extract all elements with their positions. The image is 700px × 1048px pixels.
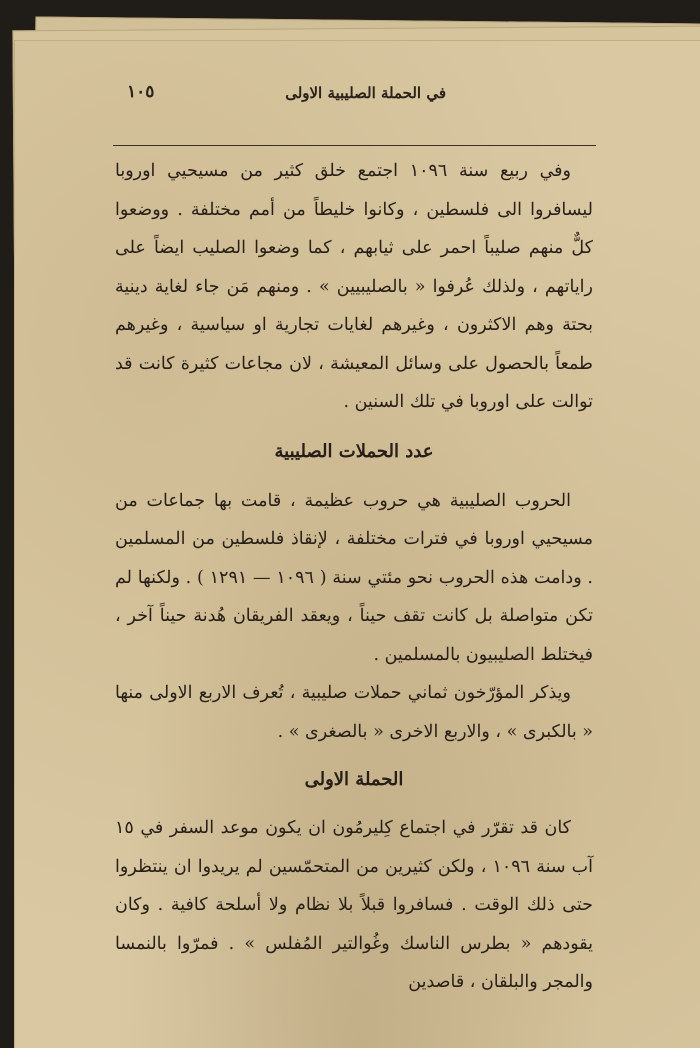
- page-number: ١٠٥: [127, 82, 155, 102]
- header-rule: [113, 145, 596, 146]
- running-title: في الحملة الصليبية الاولى: [285, 84, 446, 102]
- paragraph: كان قد تقرّر في اجتماع كِليرمُون ان يكون موعد السفر في ١٥ آب سنة ١٠٩٦ ، ولكن كثيرين من المتحمّسين لم يريدوا ان ينتظروا حتى ذلك الوقت . فسافروا قبلاً بلا نظام ولا أسلحة كافية . وكان يقودهم « بطرس الناسك وغُوالتير المُفلس » . فمرّوا بالنمسا والمجر والبلقان ، قاصدين: [115, 818, 593, 992]
- page-body: [115, 152, 593, 1002]
- page-header: [113, 82, 596, 112]
- section-heading: عدد الحملات الصليبية: [274, 440, 434, 462]
- paragraph: ويذكر المؤرّخون ثماني حملات صليبية ، تُعرف الاربع الاولى منها « بالكبرى » ، والاربع الاخرى « بالصغرى » .: [115, 683, 593, 742]
- paragraph: الحروب الصليبية هي حروب عظيمة ، قامت بها جماعات من مسيحيي اوروبا في فترات مختلفة ، لإنقاذ فلسطين من المسلمين . ودامت هذه الحروب نحو مئتي سنة ( ١٠٩٦ — ١٢٩١ ) . ولكنها لم تكن متواصلة بل كانت تقف حيناً ، ويعقد الفريقان هُدنة حيناً آخر ، فيختلط الصليبيون بالمسلمين .: [115, 490, 593, 665]
- paragraph: وفي ربيع سنة ١٠٩٦ اجتمع خلق كثير من مسيحيي اوروبا ليسافروا الى فلسطين ، وكانوا خليطاً من أمم مختلفة . ووضعوا كلٌّ منهم صليباً احمر على ثيابهم ، كما وضعوا الصليب ايضاً على راياتهم ، ولذلك عُرفوا « بالصليبيين » . ومنهم مَن جاء لغاية دينية بحتة وهم الاكثرون ، وغيرهم لغايات تجارية او سياسية ، وغيرهم طمعاً بالحصول على وسائل المعيشة ، لان مجاعات كثيرة كانت قد توالت على اوروبا في تلك السنين .: [115, 161, 593, 412]
- section-heading: الحملة الاولى: [304, 769, 404, 790]
